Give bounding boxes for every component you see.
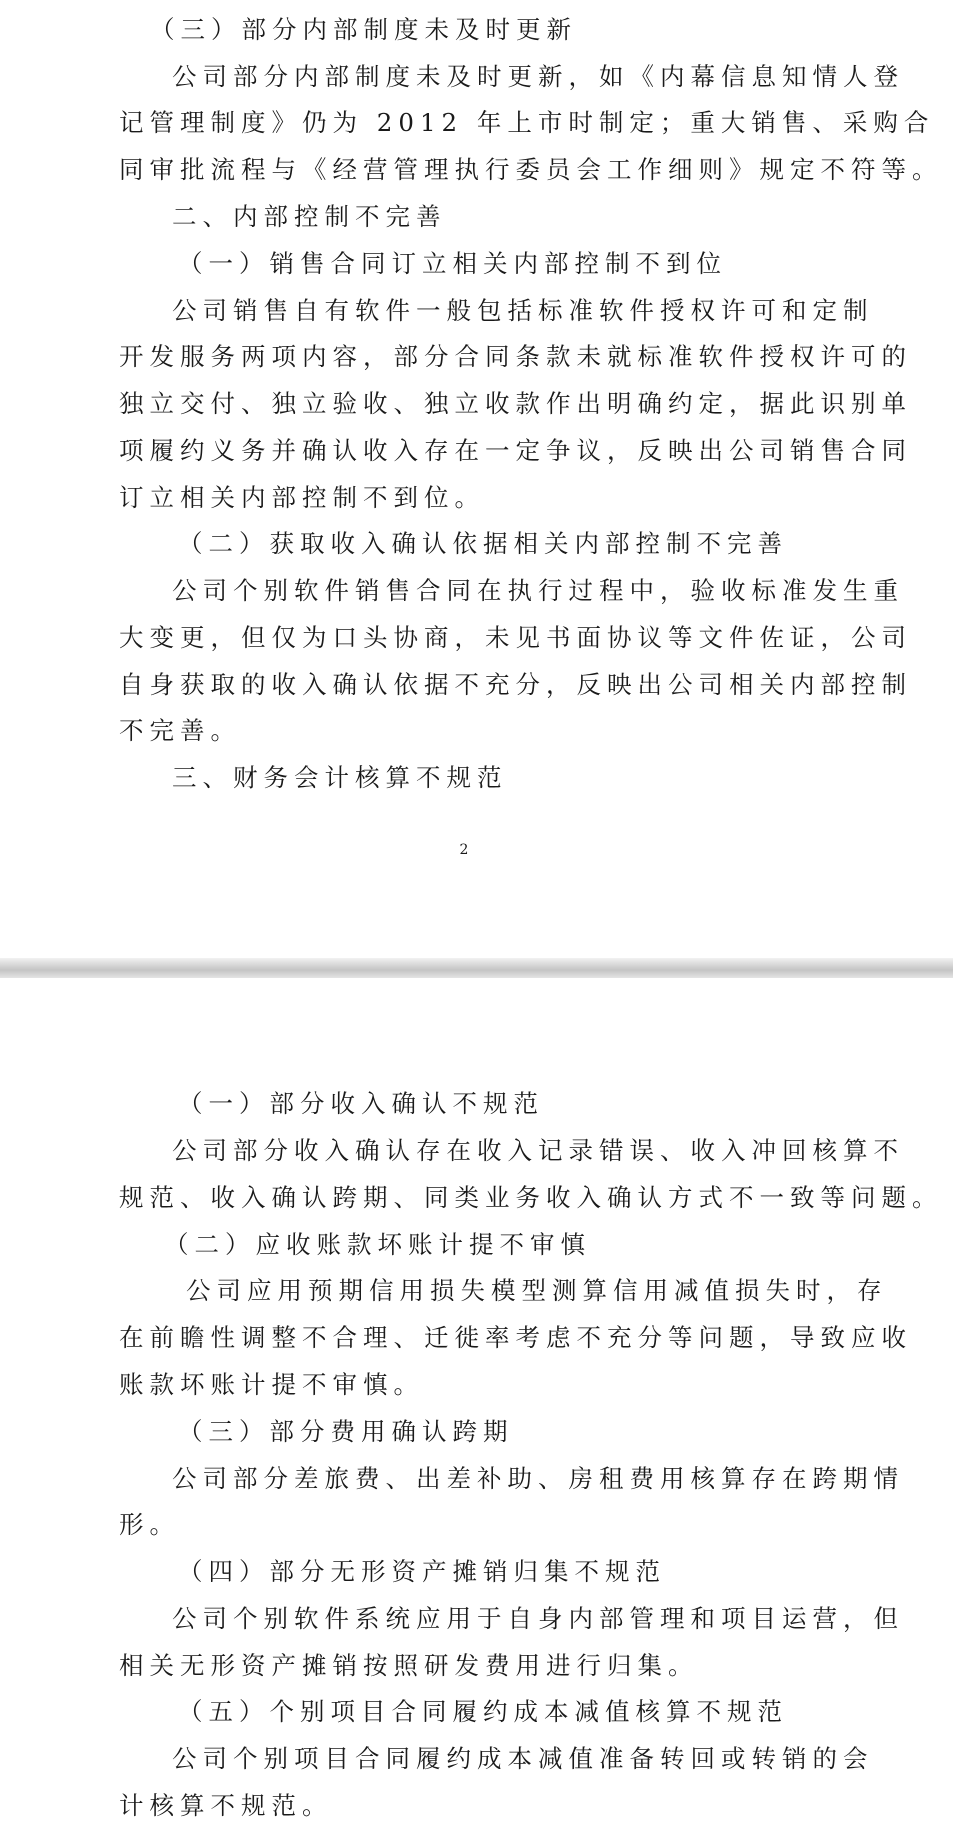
paragraph-line: 相关无形资产摊销按照研发费用进行归集。 [119,1651,699,1680]
paragraph-line: 公司应用预期信用损失模型测算信用减值损失时，存 [186,1276,888,1305]
section-heading: （五）个别项目合同履约成本减值核算不规范 [178,1697,788,1726]
document-page-2 [0,978,953,1830]
paragraph-line: 自身获取的收入确认依据不充分，反映出公司相关内部控制 [119,670,912,699]
paragraph-line: 形。 [119,1510,180,1539]
paragraph-line: 规范、收入确认跨期、同类业务收入确认方式不一致等问题。 [119,1183,943,1212]
paragraph-line: 大变更，但仅为口头协商，未见书面协议等文件佐证，公司 [119,623,912,652]
section-heading: （一）部分收入确认不规范 [178,1089,544,1118]
section-heading: （四）部分无形资产摊销归集不规范 [178,1557,666,1586]
paragraph-line: 公司部分内部制度未及时更新，如《内幕信息知情人登 [172,62,904,91]
paragraph-line: 项履约义务并确认收入存在一定争议，反映出公司销售合同 [119,436,912,465]
paragraph-line: 同审批流程与《经营管理执行委员会工作细则》规定不符等。 [119,155,943,184]
paragraph-line: 公司部分差旅费、出差补助、房租费用核算存在跨期情 [172,1464,904,1493]
section-heading: （一）销售合同订立相关内部控制不到位 [178,249,727,278]
paragraph-line: 不完善。 [119,716,241,745]
paragraph-line: 公司个别软件系统应用于自身内部管理和项目运营，但 [172,1604,904,1633]
paragraph-line: 公司销售自有软件一般包括标准软件授权许可和定制 [172,296,874,325]
paragraph-line: 账款坏账计提不审慎。 [119,1370,424,1399]
section-heading: （三）部分内部制度未及时更新 [150,15,577,44]
paragraph-line: 独立交付、独立验收、独立收款作出明确约定，据此识别单 [119,389,912,418]
paragraph-line: 公司部分收入确认存在收入记录错误、收入冲回核算不 [172,1136,904,1165]
section-heading: （三）部分费用确认跨期 [178,1417,514,1446]
paragraph-line: 公司个别软件销售合同在执行过程中，验收标准发生重 [172,576,904,605]
paragraph-line: 在前瞻性调整不合理、迁徙率考虑不充分等问题，导致应收 [119,1323,912,1352]
paragraph-line: 开发服务两项内容，部分合同条款未就标准软件授权许可的 [119,342,912,371]
section-heading: （二）获取收入确认依据相关内部控制不完善 [178,529,788,558]
paragraph-line: 计核算不规范。 [119,1791,333,1820]
paragraph-line: 订立相关内部控制不到位。 [119,483,485,512]
page-separator [0,958,953,978]
paragraph-line: 公司个别项目合同履约成本减值准备转回或转销的会 [172,1744,874,1773]
paragraph-line: 记管理制度》仍为 2012 年上市时制定；重大销售、采购合 [119,108,935,137]
section-heading: （二）应收账款坏账计提不审慎 [164,1230,591,1259]
page-number: 2 [459,842,469,858]
chapter-heading: 三、财务会计核算不规范 [172,763,508,792]
chapter-heading: 二、内部控制不完善 [172,202,447,231]
